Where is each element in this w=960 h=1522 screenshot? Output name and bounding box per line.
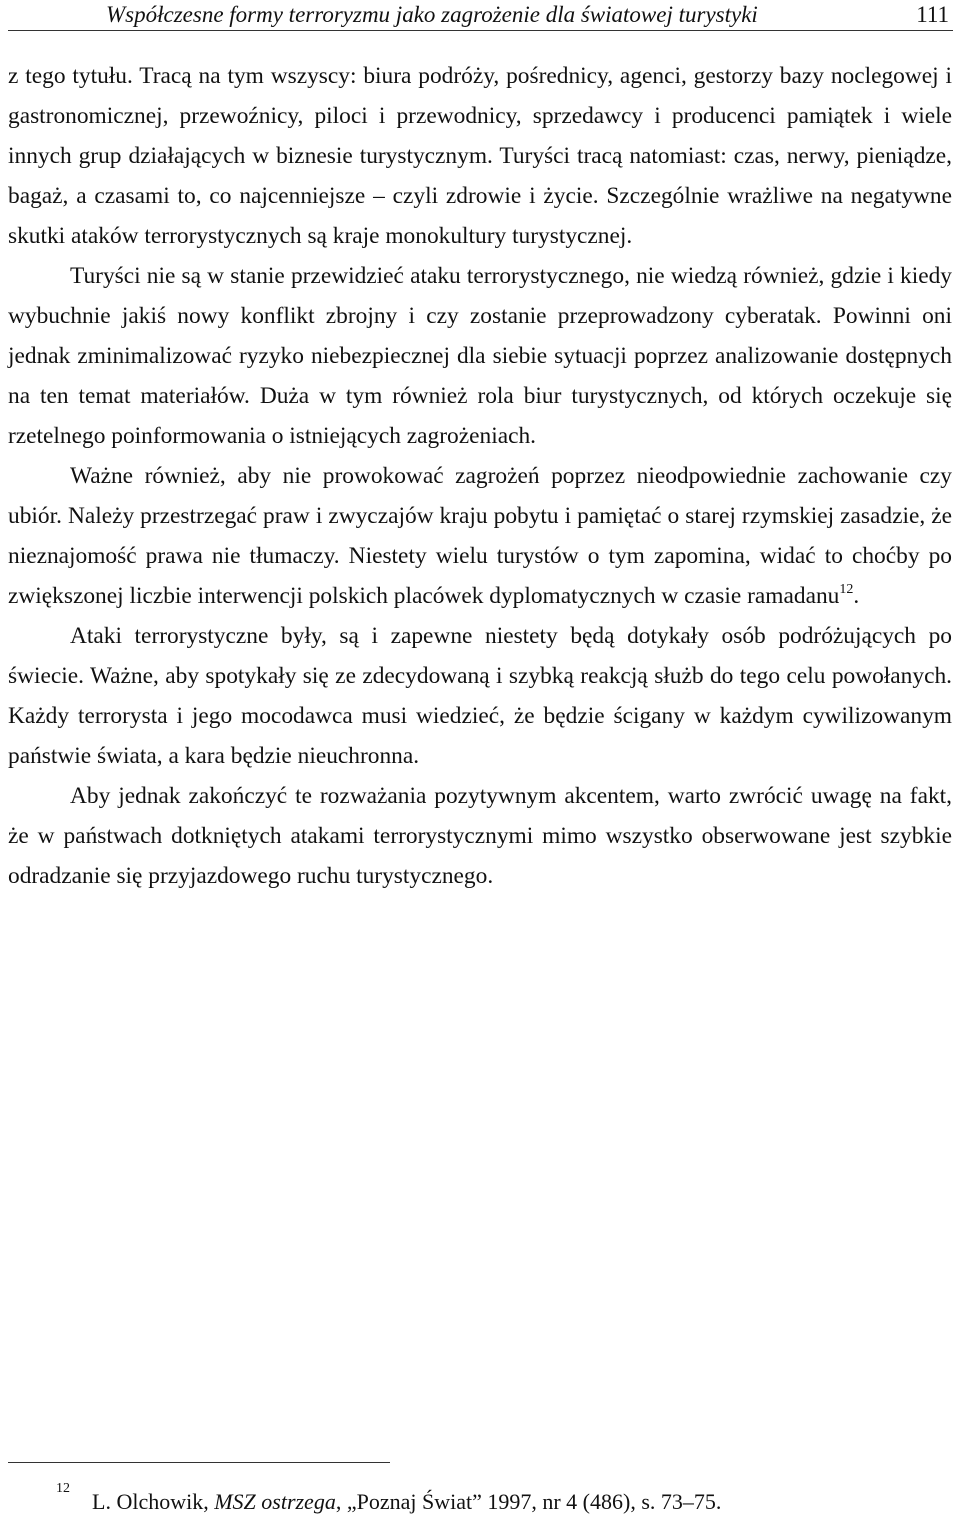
paragraph-5: Aby jednak zakończyć te rozważania pozytywnym akcentem, warto zwrócić uwagę na fakt, że w państwach dotkniętych atakami terrorystycznymi mimo wszystko obserwowane jest szybkie odradzanie się przyjazdowego ruchu turystycznego. (8, 783, 952, 889)
paragraph-3 (8, 456, 952, 616)
footnote-text (92, 1488, 721, 1516)
footnote-number: 12 (56, 1481, 70, 1496)
body-text (8, 56, 952, 896)
running-head-title: Współczesne formy terroryzmu jako zagrożenie dla światowej turystyki (106, 2, 758, 27)
footnote-rest: , „Poznaj Świat” 1997, nr 4 (486), s. 73–75. (335, 1489, 722, 1514)
footnote-reference[interactable]: 12 (839, 582, 854, 597)
page-number: 111 (916, 2, 949, 27)
paragraph-3-tail: . (853, 583, 860, 609)
paragraph-3-text: Ważne również, aby nie prowokować zagrożeń poprzez nieodpowiednie zachowanie czy ubiór. Należy przestrzegać praw i zwyczajów kraju pobytu i pamiętać o starej rzymskiej zasadzie, że nieznajomość prawa nie tłumaczy. Niestety wielu turystów o tym zapomina, widać to choćby po zwiększonej liczbie interwencji polskich placówek dyplomatycznych w czasie ramadanu (8, 463, 952, 609)
running-head (8, 0, 953, 31)
footnote-title: MSZ ostrzega (214, 1489, 336, 1514)
paragraph-4: Ataki terrorystyczne były, są i zapewne niestety będą dotykały osób podróżujących po świecie. Ważne, aby spotykały się ze zdecydowaną i szybką reakcją służb do tego celu powołanych. Każdy terrorysta i jego mocodawca musi wiedzieć, że będzie ścigany w każdym cywilizowanym państwie świata, a kara będzie nieuchronna. (8, 623, 952, 769)
paragraph-2: Turyści nie są w stanie przewidzieć ataku terrorystycznego, nie wiedzą również, gdzie i kiedy wybuchnie jakiś nowy konflikt zbrojny i czy zostanie przeprowadzony cyberatak. Powinni oni jednak zminimalizować ryzyko niebezpiecznej dla siebie sytuacji poprzez analizowanie dostępnych na ten temat materiałów. Duża w tym również rola biur turystycznych, od których oczekuje się rzetelnego poinformowania o istniejących zagrożeniach. (8, 263, 952, 449)
footnote-author: L. Olchowik, (92, 1489, 215, 1514)
paragraph-1: z tego tytułu. Tracą na tym wszyscy: biura podróży, pośrednicy, agenci, gestorzy bazy noclegowej i gastronomicznej, przewoźnicy, piloci i przewodnicy, sprzedawcy i producenci pamiątek i wiele innych grup działających w biznesie turystycznym. Turyści tracą natomiast: czas, nerwy, pieniądze, bagaż, a czasami to, co najcenniejsze – czyli zdrowie i życie. Szczególnie wrażliwe na negatywne skutki ataków terrorystycznych są kraje monokultury turystycznej. (8, 63, 952, 249)
footnote-rule (8, 1462, 390, 1463)
